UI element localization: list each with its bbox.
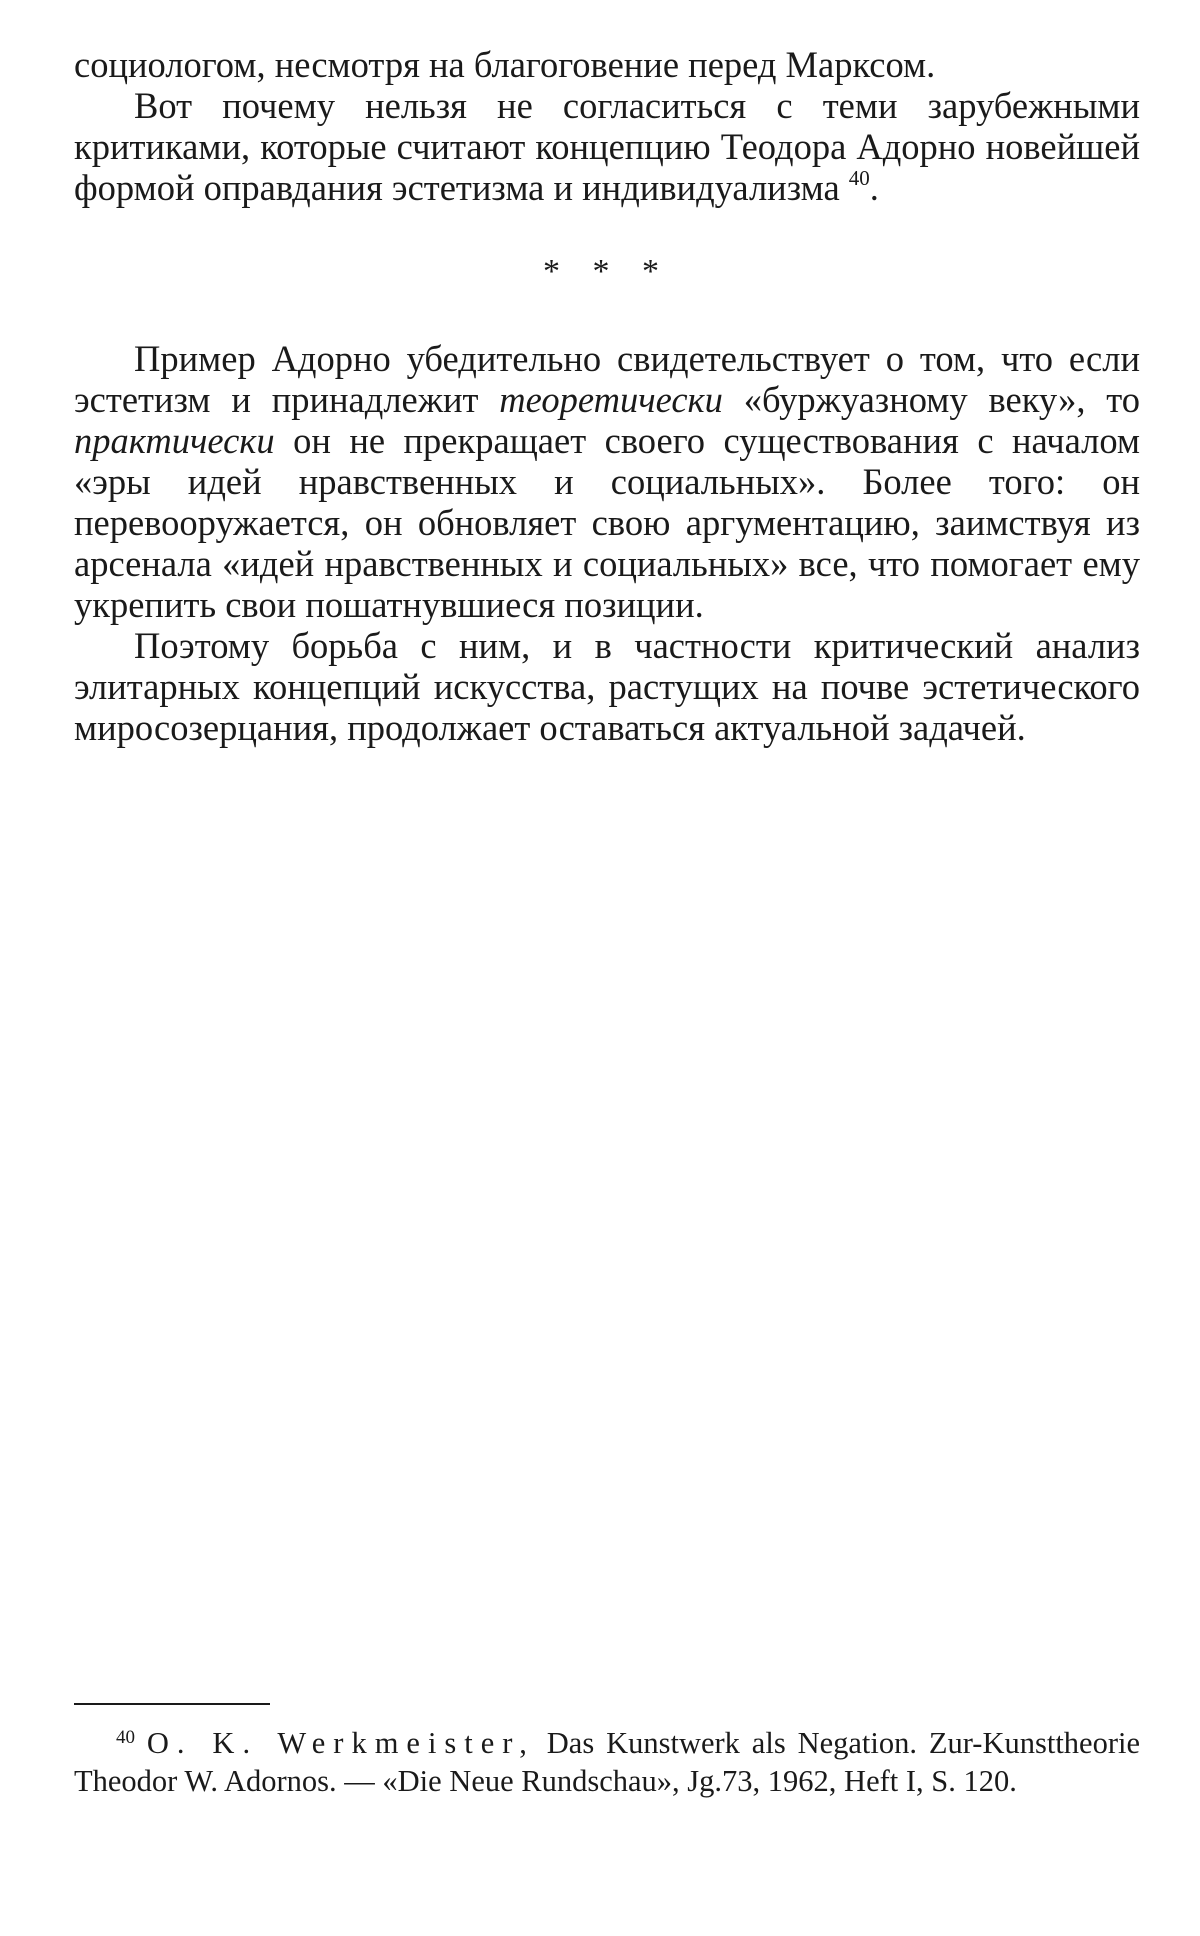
paragraph-4: Поэтому борьба с ним, и в частности критический анализ элитарных концепций искусства, растущих на почве эстетического миросозерцания, продолжает оставаться актуальной задачей. xyxy=(74,625,1140,748)
paragraph-2 xyxy=(74,85,1140,208)
footnote-author: O. K. Werkmeister, xyxy=(146,1726,535,1760)
paragraph-3 xyxy=(74,338,1140,625)
paragraph-1: социологом, несмотря на благоговение перед Марксом. xyxy=(74,44,936,85)
paragraph-3-part-1: Пример Адорно убедительно свидетельствует о том, что если эстетизм и принадлежит xyxy=(74,338,1140,420)
paragraph-2-end: . xyxy=(869,167,879,208)
main-text xyxy=(74,44,1140,748)
italic-practically: практически xyxy=(74,420,275,461)
section-separator: * * * xyxy=(543,253,671,290)
footnote-text: Das Kunstwerk als Negation. Zur-Kunsttheorie Theodor W. Adornos. — «Die Neue Rundschau», Jg.73, 1962, Heft I, S. 120. xyxy=(74,1726,1141,1798)
paragraph-3-part-3: он не прекращает своего существования с началом «эры идей нравственных и социальных». Более того: он перевооружается, он обновляет свою аргументацию, заимствуя из арсенала «идей нравственных и социальных» все, что помогает ему укрепить свои пошатнувшиеся позиции. xyxy=(74,420,1140,625)
paragraph-2-text: Вот почему нельзя не согласиться с теми зарубежными критиками, которые считают концепцию Теодора Адорно новейшей формой оправдания эстетизма и индивидуализма xyxy=(74,85,1140,208)
footnote xyxy=(74,1724,1140,1800)
italic-theoretically: теоретически xyxy=(499,379,723,420)
paragraph-3-part-2: «буржуазному веку», то xyxy=(743,379,1141,420)
footnote-marker: 40 xyxy=(116,1727,135,1748)
footnote-divider xyxy=(74,1703,270,1705)
footnote-reference: 40 xyxy=(848,166,870,190)
